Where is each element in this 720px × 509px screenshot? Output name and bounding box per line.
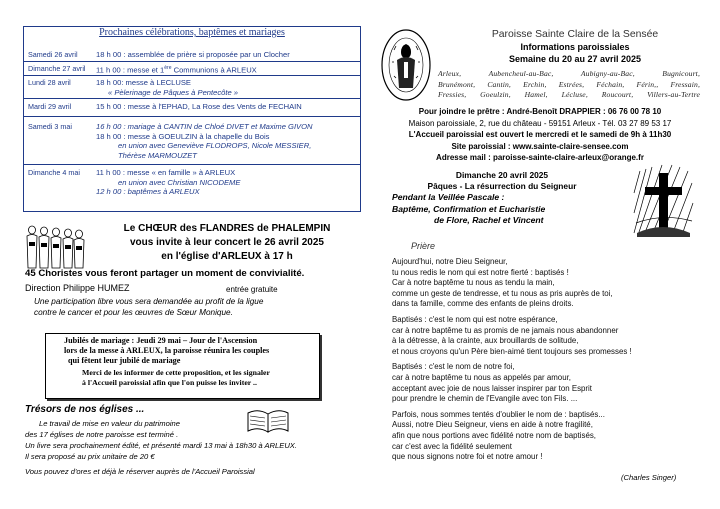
jubiles-note — [82, 368, 270, 388]
divider — [24, 75, 360, 76]
prayer-line: Baptisés : c'est le nom de notre foi, — [392, 362, 515, 372]
prayer-line: Aujourd'hui, notre Dieu Seigneur, — [392, 257, 508, 266]
tresors-line: Le travail de mise en valeur du patrimoine — [39, 419, 180, 428]
entree-text: entrée gratuite — [226, 285, 278, 294]
villages-list — [438, 69, 700, 101]
villages-line: Arleux, Aubencheul-au-Bac, Aubigny-au-Bac, Bugnicourt, — [438, 69, 700, 78]
villages-line: Fressies, Goeulzin, Hamel, Lécluse, Roucourt, Villers-au-Tertre — [438, 90, 700, 100]
sunday-feast: Pâques - La résurrection du Seigneur — [427, 181, 577, 191]
choir-venue: en l'église d'ARLEUX à 17 h — [161, 251, 293, 262]
parish-name: Paroisse Sainte Claire de la Sensée — [491, 29, 659, 40]
celebrations-title: Prochaines célébrations, baptêmes et mariages — [99, 27, 285, 38]
choristes-text — [25, 268, 304, 279]
celebration-line: 18 h 00: messe à LECLUSE — [96, 78, 191, 87]
jubiles-line: Jubilés de mariage : Jeudi 29 mai – Jour de l'Ascension — [64, 336, 258, 345]
sunday-heading — [370, 170, 634, 192]
celebration-line: 18 h 00 : messe à GOEULZIN à la chapelle du Bois — [96, 131, 270, 141]
choir-title: Le CHŒUR des FLANDRES de PHALEMPIN — [123, 223, 331, 234]
prayer-title: Prière — [411, 241, 436, 251]
parish-seal-icon — [380, 28, 432, 102]
prayer-line: Aussi, notre Dieu Seigneur, viens en aide à notre fragilité, — [392, 420, 593, 430]
prayer-author: (Charles Singer) — [621, 473, 677, 482]
prayer-line: tu nous redis le nom qui est notre fierté : baptisés ! — [392, 267, 569, 277]
choir-illustration — [24, 222, 86, 270]
prayer-line: et nous croyons qu'un Père bien-aimé tient toujours ses promesses ! — [392, 346, 632, 356]
jubiles-line: Merci de les informer de cette proposition, et les signaler — [82, 368, 270, 377]
veillee-line: Pendant la Veillée Pascale : — [392, 192, 505, 202]
prayer-line: acceptant avec joie de nous laisser inspirer par ton Esprit — [392, 383, 593, 393]
celebration-date: Dimanche 4 mai — [28, 168, 80, 177]
participation-text — [34, 296, 263, 318]
tresors-line: Un livre sera prochainement édité, et présenté mardi 13 mai à 18h30 à ARLEUX. — [25, 441, 297, 450]
week-range: Semaine du 20 au 27 avril 2025 — [508, 54, 642, 64]
tresors-footer: Vous pouvez d'ores et déjà le réserver auprès de l'Accueil Paroissial — [25, 467, 255, 476]
accueil-hours: L'Accueil paroissial est ouvert le mercredi et le samedi de 9h à 11h30 — [408, 130, 672, 140]
prayer-line: car à notre baptême tu as promis de ne jamais nous abandonner — [392, 325, 619, 335]
sunday-date: Dimanche 20 avril 2025 — [455, 170, 549, 180]
celebration-line: 16 h 00 : mariage à CANTIN de Chloé DIVET et Maxime GIVON — [96, 122, 313, 131]
participation-line: Une participation libre vous sera demandée au profit de la ligue — [34, 297, 264, 306]
priest-contact: Pour joindre le prêtre : André-Benoît DRAPPIER : 06 76 00 78 10 — [418, 107, 662, 116]
prayer-line: Parfois, nous sommes tentés d'oublier le nom de : baptisés... — [392, 409, 605, 419]
prayer-line: car à notre baptême tu nous as appelés par amour, — [392, 372, 571, 382]
cross-illustration — [632, 163, 694, 237]
celebration-line: Thérèse MARMOUZET — [118, 150, 197, 160]
tresors-line: Il sera proposé au prix unitaire de 20 € — [25, 452, 155, 461]
celebration-date: Samedi 26 avril — [28, 50, 78, 59]
celebration-line: en union avec Geneviève FLODROPS, Nicole MESSIER, — [118, 141, 312, 151]
celebration-line: 15 h 00 : messe à l'EPHAD, La Rose des Vents de FECHAIN — [96, 102, 302, 111]
direction-text: Direction Philippe HUMEZ — [25, 283, 130, 293]
celebration-date: Lundi 28 avril — [28, 78, 71, 87]
choristes-line: 45 Choristes vous feront partager un moment de convivialité. — [25, 268, 305, 279]
jubiles-line: lors de la messe à ARLEUX, la paroisse réunira les couples — [64, 346, 270, 356]
prayer-stanza — [392, 257, 632, 310]
choir-invitation: vous invite à leur concert le 26 avril 2025 — [130, 237, 324, 248]
celebration-line: « Pèlerinage de Pâques à Pentecôte » — [108, 87, 239, 97]
celebration-date: Mardi 29 avril — [28, 102, 72, 111]
prayer-line: afin que nous portions avec fidélité notre nom de baptisés, — [392, 430, 596, 440]
prayer-stanza — [392, 410, 632, 463]
celebration-line: 11 h 00 : messe et 1ère Communions à ARLEUX — [96, 65, 257, 75]
celebration-line: 18 h 00 : assemblée de prière si proposée par un Clocher — [96, 50, 290, 59]
divider — [24, 98, 360, 99]
prayer-line: car c'est avec la fidélité seulement — [392, 441, 512, 451]
prayer-line: dans ta famille, comme des enfants de pleins droits. — [392, 299, 574, 309]
bulletin-title: Informations paroissiales — [520, 42, 630, 52]
villages-line: Brunémont, Cantin, Erchin, Estrées, Féchain, Férin,, Fressain, — [438, 79, 700, 89]
tresors-title: Trésors de nos églises ... — [25, 404, 145, 415]
celebration-date: Dimanche 27 avril — [28, 64, 86, 73]
prayer-line: que nous signons notre foi et notre amour ! — [392, 452, 543, 462]
maison-address: Maison paroissiale, 2, rue du château - 59151 Arleux - Tél. 03 27 89 53 17 — [408, 118, 672, 128]
prayer-line: à la détresse, à la crainte, aux brouillards de solitude, — [392, 336, 579, 346]
jubiles-line: qui fêtent leur jubilé de mariage — [68, 356, 181, 366]
divider — [24, 61, 360, 62]
veillee-block — [392, 192, 545, 227]
email-link[interactable]: Adresse mail : paroisse-sainte-claire-arleux@orange.fr — [436, 153, 644, 163]
celebration-line: 12 h 00 : baptêmes à ARLEUX — [96, 187, 200, 197]
prayer-text — [392, 257, 632, 468]
participation-line: contre le cancer et pour les œuvres de Sœur Monique. — [34, 308, 233, 317]
celebration-line: en union avec Christian NICODEME — [118, 177, 241, 187]
prayer-line: comme un geste de tendresse, et tu nous as pris auprès de toi, — [392, 288, 613, 298]
website-link[interactable]: Site paroissial : www.sainte-claire-sensee.com — [451, 141, 629, 151]
divider — [24, 164, 360, 165]
contact-block — [380, 106, 700, 164]
prayer-line: pour prendre le chemin de l'Evangile avec ton Fils. ... — [392, 394, 578, 404]
divider — [24, 116, 360, 117]
jubiles-text — [64, 336, 269, 367]
prayer-line: Car à notre baptême tu nous as tendu la main, — [392, 278, 555, 288]
prayer-stanza — [392, 315, 632, 357]
book-icon — [246, 405, 290, 435]
prayer-stanza — [392, 362, 632, 404]
celebration-line: 11 h 00 : messe « en famille » à ARLEUX — [96, 168, 236, 177]
celebration-date: Samedi 3 mai — [28, 122, 72, 131]
veillee-line: Baptême, Confirmation et Eucharistie — [392, 203, 546, 214]
jubiles-line: à l'Accueil paroissial afin que l'on puisse les inviter .. — [82, 378, 257, 387]
prayer-line: Baptisés : c'est le nom qui est notre espérance, — [392, 314, 558, 324]
veillee-line: de Flore, Rachel et Vincent — [434, 215, 544, 226]
tresors-line: des 17 églises de notre paroisse est terminé . — [25, 430, 179, 439]
